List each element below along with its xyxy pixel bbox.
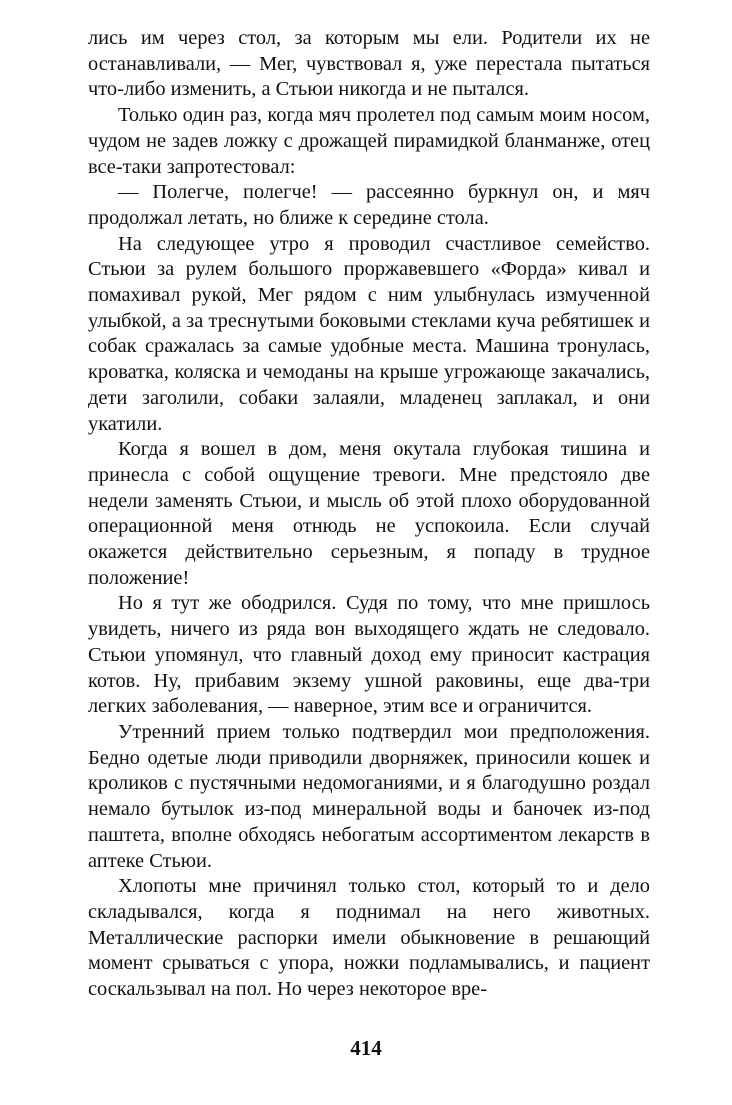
paragraph-6: Но я тут же ободрился. Судя по тому, что мне пришлось увидеть, ничего из ряда вон выходящего ждать не следовало. Стьюи упомянул, что главный доход ему приносит кастрация котов. Ну, прибавим экзему ушной раковины, еще два-три легких заболевания, — наверное, этим все и ограничится. [88, 592, 650, 718]
paragraph-4: На следующее утро я проводил счастливое семейство. Стьюи за рулем большого проржавевшего «Форда» кивал и помахивал рукой, Мег рядом с ним улыбнулась измученной улыбкой, а за треснутыми боковыми стеклами куча ребятишек и собак сражалась за самые удобные места. Машина тронулась, кроватка, коляска и чемоданы на крыше угрожающе закачались, дети заголили, собаки залаяли, младенец заплакал, и они укатили. [88, 232, 650, 435]
page-number: 414 [350, 1036, 382, 1060]
paragraph-1: лись им через стол, за которым мы ели. Родители их не останавливали, — Мег, чувствовал я, уже перестала пытаться что-либо изменить, а Стьюи никогда и не пытался. [88, 27, 650, 101]
paragraph-8: Хлопоты мне причинял только стол, который то и дело складывался, когда я поднимал на него животных. Металлические распорки имели обыкновение в решающий момент срываться с упора, ножки подламывались, и пациент соскальзывал на пол. Но через некоторое вре- [88, 875, 650, 1001]
page-body [88, 26, 650, 1003]
paragraph-5: Когда я вошел в дом, меня окутала глубокая тишина и принесла с собой ощущение тревоги. Мне предстояло две недели заменять Стьюи, и мысль об этой плохо оборудованной операционной меня отнюдь не успокоила. Если случай окажется действительно серьезным, я попаду в трудное положение! [88, 438, 650, 589]
paragraph-2: Только один раз, когда мяч пролетел под самым моим носом, чудом не задев ложку с дрожащей пирамидкой бланманже, отец все-таки запротестовал: [88, 104, 650, 178]
paragraph-3: — Полегче, полегче! — рассеянно буркнул он, и мяч продолжал летать, но ближе к середине стола. [88, 181, 650, 229]
paragraph-7: Утренний прием только подтвердил мои предположения. Бедно одетые люди приводили дворняжек, приносили кошек и кроликов с пустячными недомоганиями, и я благодушно роздал немало бутылок из-под минеральной воды и баночек из-под паштета, вполне обходясь небогатым ассортиментом лекарств в аптеке Стьюи. [88, 720, 650, 872]
